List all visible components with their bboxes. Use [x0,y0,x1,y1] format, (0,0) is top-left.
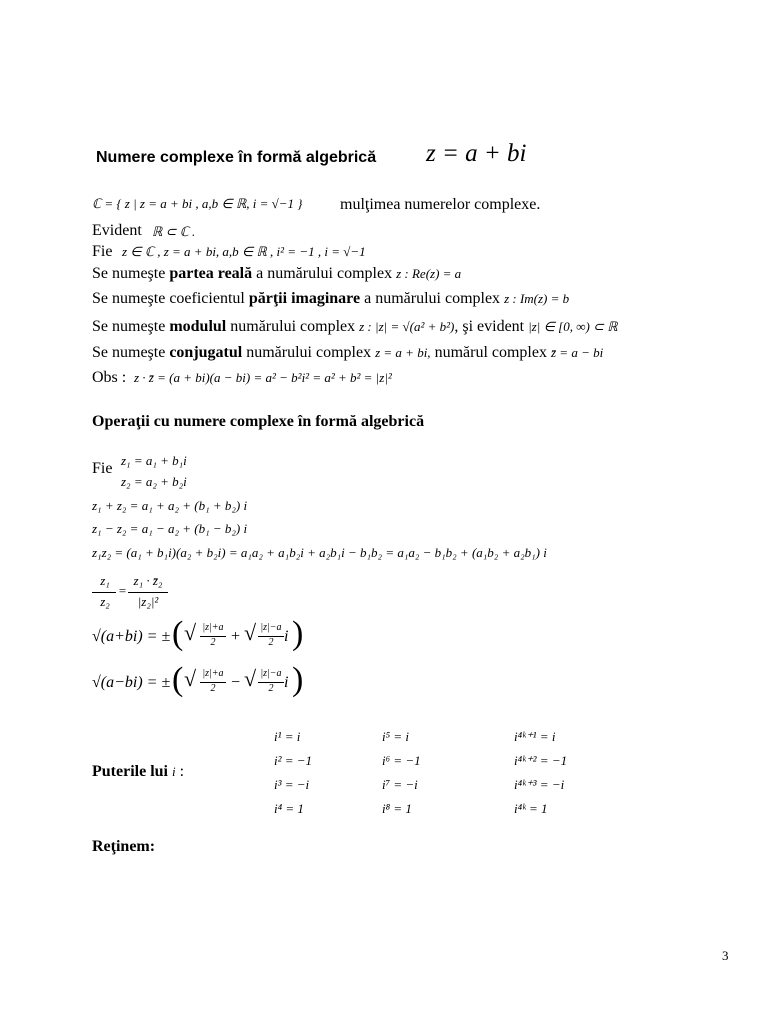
sqrt-plus-radical-1: √ [184,620,197,645]
power-row: i⁴ᵏ⁺¹ = i [514,729,556,744]
sqrt-minus-op: − [230,674,241,691]
conjugate-line [92,344,603,362]
power-row: i³ = −i [274,777,310,792]
page-number: 3 [722,948,729,963]
conjugate-bold: conjugatul [169,344,243,361]
power-row: i¹ = i [274,729,301,744]
div-rhs-den: |z₂|² [137,594,159,609]
sqrt-minus-t1-den: 2 [210,683,216,694]
fie-formula: z ∈ ℂ , z = a + bi, a,b ∈ ℝ , i² = −1 , i = √−1 [122,244,366,259]
sqrt-minus-i: i [284,674,289,691]
obs-formula: z · z̄ = (a + bi)(a − bi) = a² − b²i² = a² + b² = |z|² [134,370,392,385]
power-row: i⁵ = i [382,729,410,744]
operations-heading: Operaţii cu numere complexe în formă algebrică [92,413,425,430]
sqrt-minus-lhs: √(a−bi) = ± [92,674,171,691]
div-lhs-bar [92,592,116,593]
sqrt-plus-t1-num: |z|+a [202,622,224,633]
evident-formula: ℝ ⊂ ℂ . [152,224,196,239]
power-row: i² = −1 [274,753,313,768]
modulus-line [92,318,617,336]
set-definition-formula: ℂ = { z | z = a + bi , a,b ∈ ℝ, i = √−1 } [92,196,303,211]
title-formula: z = a + bi [426,140,527,167]
sqrt-plus-t2-den: 2 [268,637,274,648]
div-equals: = [118,583,127,598]
conjugate-formula: z = a + bi, [375,345,431,360]
conjugate-prefix: Se numeşte [92,344,170,361]
imag-part-suffix: a numărului complex [360,290,505,307]
power-row: i⁶ = −1 [382,753,421,768]
sqrt-plus-t1-den: 2 [210,637,216,648]
powers-label-line [92,763,184,781]
obs-label: Obs : [92,369,127,386]
power-row: i⁸ = 1 [382,801,412,816]
imag-part-line [92,290,569,308]
page-title: Numere complexe în formă algebrică [96,149,377,166]
sqrt-minus-t1-num: |z|+a [202,668,224,679]
div-rhs-num: z₁ · z̄₂ [133,573,163,588]
evident-label: Evident [92,222,142,239]
powers-label: Puterile lui [92,763,168,780]
set-definition-text: mulţimea numerelor complexe. [340,196,541,213]
imag-part-prefix: Se numeşte coeficientul [92,290,249,307]
sqrt-minus-t2-den: 2 [268,683,274,694]
sqrt-minus-close-paren: ) [292,661,304,698]
real-part-bold: partea reală [169,265,253,282]
modulus-formula2: |z| ∈ [0, ∞) ⊂ ℝ [528,319,618,334]
ops-z1: z₁ = a₁ + b₁i [121,453,187,468]
sqrt-plus-lhs: √(a+bi) = ± [92,628,171,645]
op-diff: z₁ − z₂ = a₁ − a₂ + (b₁ − b₂) i [92,521,248,536]
imag-part-formula: z : Im(z) = b [504,291,570,306]
real-part-prefix: Se numeşte [92,265,170,282]
modulus-formula: z : |z| = √(a² + b²) [359,319,455,334]
sqrt-plus-open-paren: ( [172,615,184,652]
modulus-bold: modulul [169,318,227,335]
power-row: i⁴ᵏ⁺³ = −i [514,777,565,792]
power-row: i⁴ᵏ⁺² = −1 [514,753,568,768]
sqrt-plus-radical-2: √ [244,620,257,645]
power-row: i⁴ᵏ = 1 [514,801,548,816]
sqrt-plus-t2-num: |z|−a [260,622,282,633]
div-rhs-bar [128,592,168,593]
ops-z2: z₂ = a₂ + b₂i [121,474,187,489]
sqrt-minus-radical-1: √ [184,666,197,691]
sqrt-minus-radical-2: √ [244,666,257,691]
modulus-prefix: Se numeşte [92,318,170,335]
op-prod: z₁z₂ = (a₁ + b₁i)(a₂ + b₂i) = a₁a₂ + a₁b₂i + a₂b₁i − b₁b₂ = a₁a₂ − b₁b₂ + (a₁b₂ + a₂b₁) i [92,545,547,560]
conjugate-suffix2: numărul complex [430,344,551,361]
modulus-and-text: , şi evident [454,318,525,335]
imag-part-bold: părţii imaginare [248,290,361,307]
div-lhs-num: z₁ [100,573,110,588]
op-sum: z₁ + z₂ = a₁ + a₂ + (b₁ + b₂) i [92,498,248,513]
powers-label-colon: : [179,763,185,780]
ops-fie-label: Fie [92,460,113,477]
retinem-heading: Reţinem: [92,838,156,855]
real-part-line [92,265,461,283]
conjugate-suffix: numărului complex [242,344,376,361]
real-part-suffix: a numărului complex [252,265,397,282]
sqrt-plus-op: + [230,628,241,645]
div-lhs-den: z₂ [100,594,110,609]
power-row: i⁷ = −i [382,777,418,792]
sqrt-plus-i: i [284,628,289,645]
fie-label: Fie [92,243,113,260]
sqrt-minus-open-paren: ( [172,661,184,698]
modulus-suffix: numărului complex [226,318,360,335]
sqrt-plus-close-paren: ) [292,615,304,652]
power-row: i⁴ = 1 [274,801,304,816]
sqrt-minus-t2-num: |z|−a [260,668,282,679]
real-part-formula: z : Re(z) = a [396,266,462,281]
powers-label-var: i [171,764,176,779]
conjugate-formula2: z̄ = a − bi [550,345,604,360]
